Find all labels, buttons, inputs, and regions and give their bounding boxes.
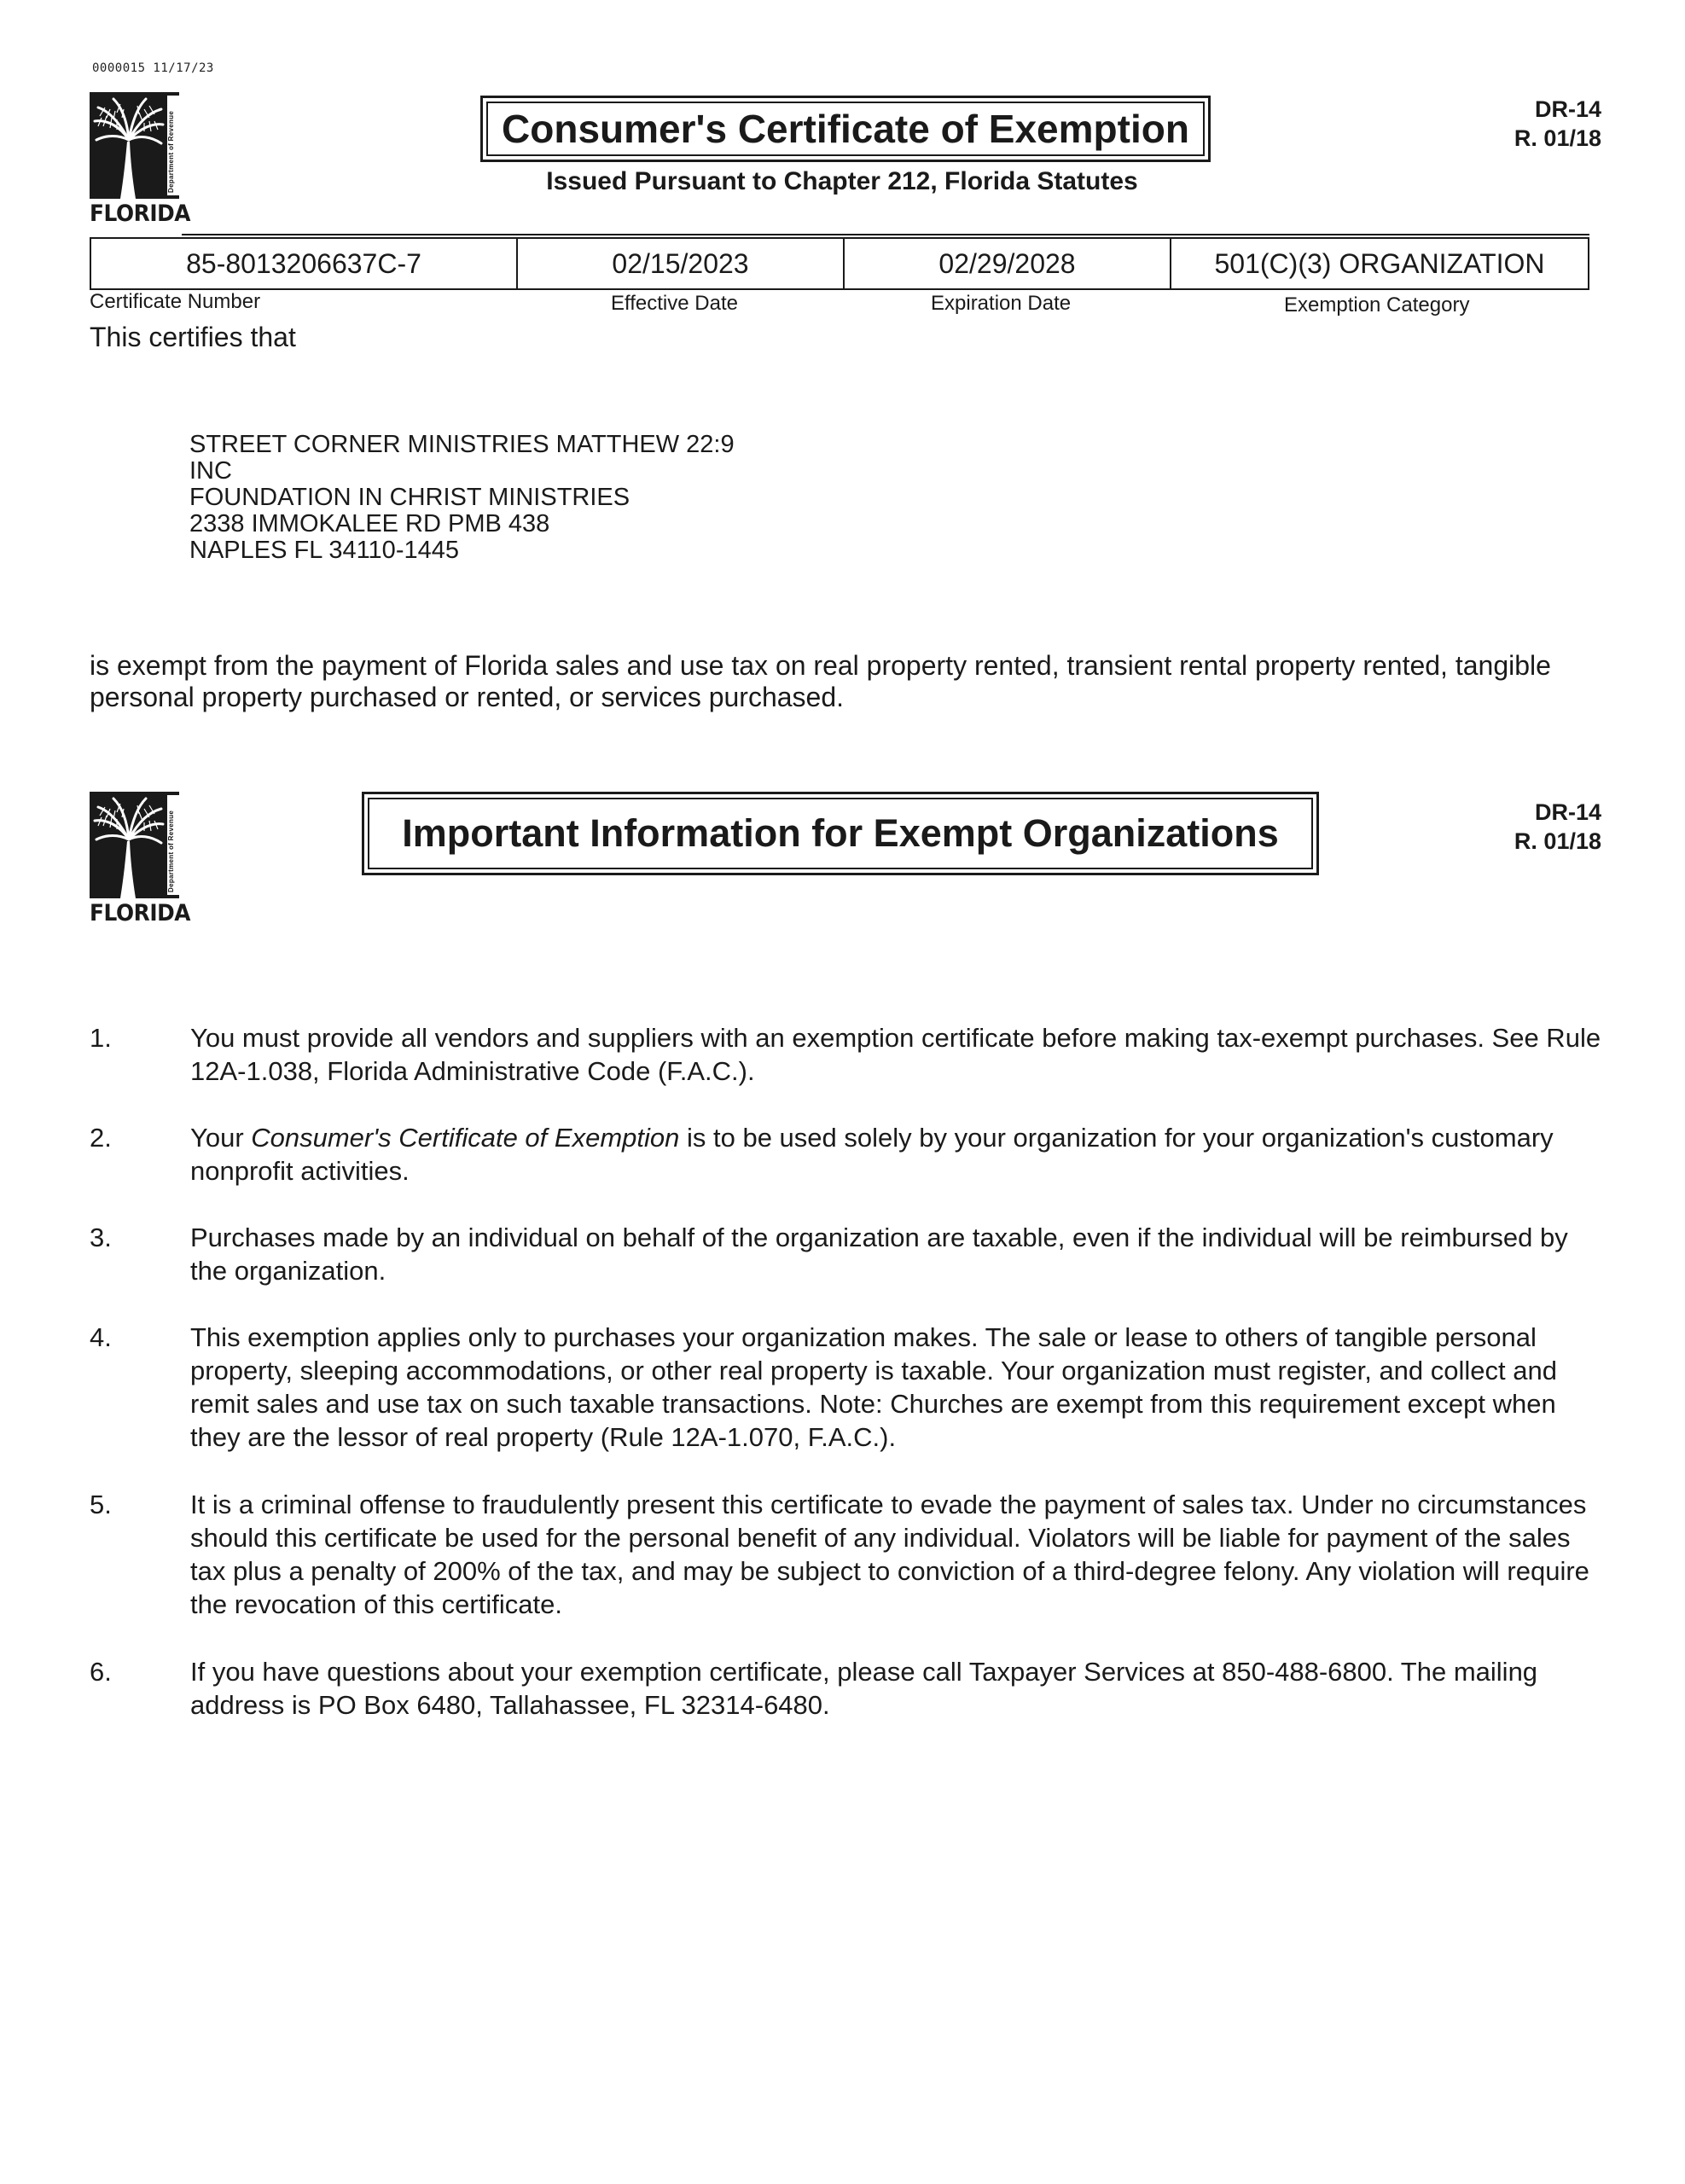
item-text: Purchases made by an individual on behalf of the organization are taxable, even if the individual will be reimbursed by the organization. — [190, 1223, 1568, 1286]
certificate-field-captions — [90, 290, 1589, 319]
palm-tree-icon — [90, 92, 179, 199]
palm-tree-icon — [90, 792, 179, 898]
item-text: If you have questions about your exemption certificate, please call Taxpayer Services at 850-488-6800. The mailing address is PO Box 6480, Tallahassee, FL 32314-6480. — [190, 1657, 1538, 1720]
info-title-box — [362, 792, 1319, 875]
form-revision: R. 01/18 — [1514, 125, 1601, 151]
page-subtitle: Issued Pursuant to Chapter 212, Florida Statutes — [546, 167, 1138, 195]
effective-date-caption: Effective Date — [611, 292, 738, 315]
document-code: 0000015 11/17/23 — [92, 61, 214, 75]
item-number: 5. — [90, 1490, 112, 1519]
item-number: 6. — [90, 1657, 112, 1687]
page-title: Consumer's Certificate of Exemption — [486, 102, 1205, 156]
item-number: 3. — [90, 1223, 112, 1252]
certificate-name-italic: Consumer's Certificate of Exemption — [251, 1123, 680, 1153]
address-line: INC — [189, 457, 232, 485]
expiration-date-value: 02/29/2028 — [845, 239, 1171, 288]
address-line: STREET CORNER MINISTRIES MATTHEW 22:9 — [189, 431, 735, 458]
item-number: 2. — [90, 1123, 112, 1153]
certifies-that-label: This certifies that — [90, 322, 296, 352]
exempt-statement: is exempt from the payment of Florida sales and use tax on real property rented, transient rental property rented, tangible personal property purchased or rented, or services purchased. — [90, 650, 1551, 712]
item-number: 4. — [90, 1322, 112, 1352]
info-section-title: Important Information for Exempt Organizations — [368, 798, 1313, 869]
florida-dor-logo — [90, 92, 192, 227]
organization-address — [189, 432, 735, 564]
state-label: FLORIDA — [90, 900, 191, 926]
state-label: FLORIDA — [90, 200, 191, 227]
address-line: NAPLES FL 34110-1445 — [189, 537, 459, 564]
address-line: FOUNDATION IN CHRIST MINISTRIES — [189, 484, 630, 511]
effective-date-value: 02/15/2023 — [518, 239, 845, 288]
expiration-date-caption: Expiration Date — [931, 292, 1072, 315]
form-revision: R. 01/18 — [1514, 828, 1601, 854]
form-number: DR-14 — [1534, 799, 1601, 825]
address-line: 2338 IMMOKALEE RD PMB 438 — [189, 510, 550, 537]
exemption-category-caption: Exemption Category — [1284, 293, 1470, 317]
form-number-block — [1514, 95, 1601, 153]
certificate-number-caption: Certificate Number — [90, 290, 261, 313]
florida-dor-logo — [90, 792, 192, 926]
item-text: This exemption applies only to purchases your organization makes. The sale or lease to others of tangible personal property, sleeping accommodations, or other real property is taxable. Your organization must register, and collect and remit sales and use tax on such taxable transactions. Note: Churches are exempt from this requirement except when they are the lessor of real property (Rule 12A-1.070, F.A.C.). — [190, 1322, 1557, 1452]
certificate-fields — [90, 237, 1589, 290]
item-text: You must provide all vendors and suppliers with an exemption certificate before making tax-exempt purchases. See Rule 12A-1.038, Florida Administrative Code (F.A.C.). — [190, 1023, 1601, 1086]
agency-label: Department of Revenue — [167, 110, 175, 193]
item-text: Your Consumer's Certificate of Exemption is to be used solely by your organization for your organization's customary nonprofit activities. — [190, 1123, 1554, 1186]
certificate-title-box — [480, 96, 1211, 162]
item-text: It is a criminal offense to fraudulently present this certificate to evade the payment of sales tax. Under no circumstances should this certificate be used for the personal benefit of any individual. Violators will be liable for payment of the sales tax plus a penalty of 200% of the tax, and may be subject to conviction of a third-degree felony. Any violation will require the revocation of this certificate. — [190, 1490, 1589, 1619]
exemption-category-value: 501(C)(3) ORGANIZATION — [1214, 248, 1545, 279]
header-divider — [182, 234, 1589, 235]
form-number-block — [1514, 798, 1601, 856]
form-number: DR-14 — [1534, 96, 1601, 122]
item-number: 1. — [90, 1023, 112, 1053]
certificate-number-value: 85-8013206637C-7 — [91, 239, 518, 288]
agency-label: Department of Revenue — [167, 810, 175, 892]
